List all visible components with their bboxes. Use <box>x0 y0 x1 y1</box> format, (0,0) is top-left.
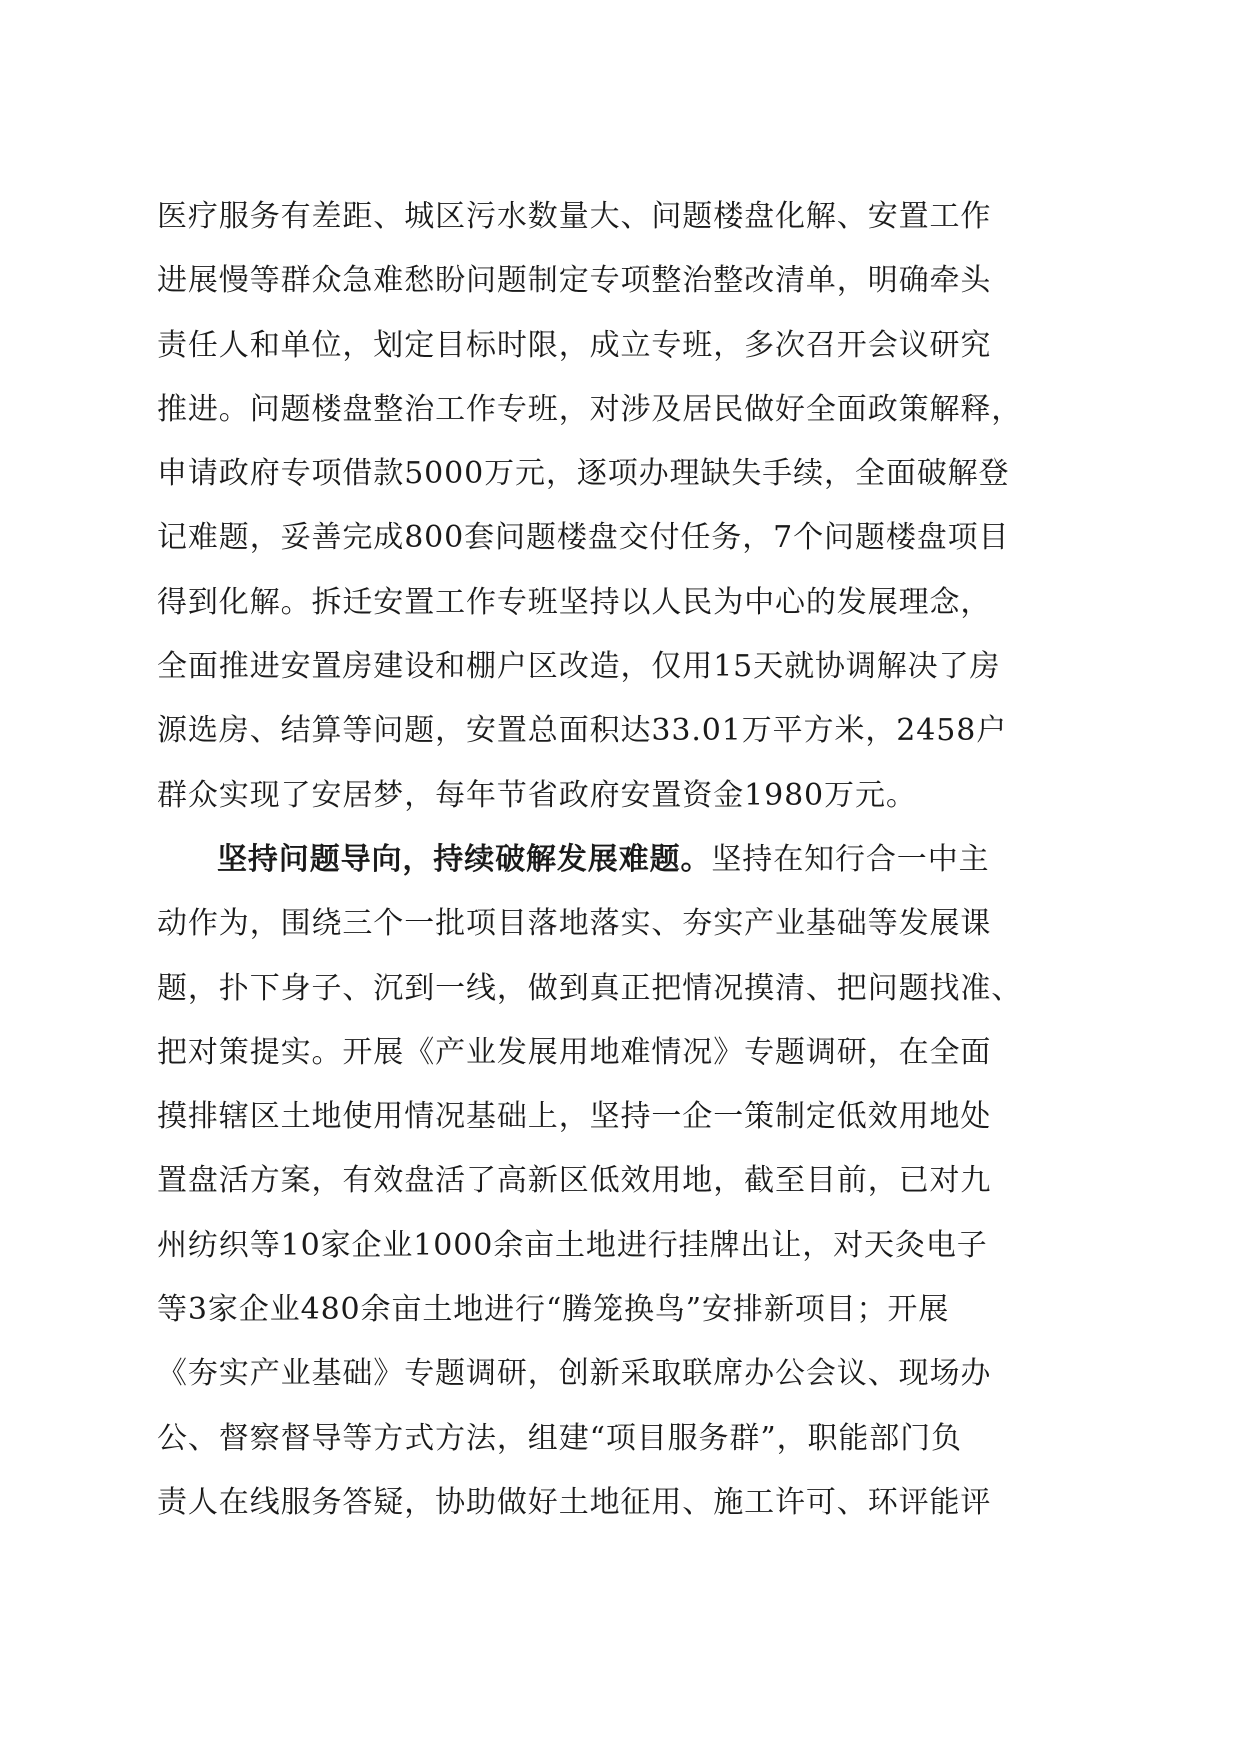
text-line: 动作为，围绕三个一批项目落地落实、夯实产业基础等发展课 <box>157 906 992 942</box>
text-line: 推进。问题楼盘整治工作专班，对涉及居民做好全面政策解释， <box>157 391 1023 427</box>
text-line: 公、督察督导等方式方法，组建“项目服务群”，职能部门负 <box>157 1420 962 1456</box>
paragraph-first-line <box>157 828 1087 892</box>
text-fragment: 坚持在知行合一中主 <box>711 841 990 877</box>
text-line: 源选房、结算等问题，安置总面积达33.01万平方米，2458户 <box>157 713 1008 749</box>
text-line: 题，扑下身子、沉到一线，做到真正把情况摸清、把问题找准、 <box>157 970 1023 1006</box>
text-line: 进展慢等群众急难愁盼问题制定专项整治整改清单，明确牵头 <box>157 263 992 299</box>
paragraph-lead-heading: 坚持问题导向，持续破解发展难题。 <box>217 841 712 877</box>
text-line: 州纺织等10家企业1000余亩土地进行挂牌出让，对天灸电子 <box>157 1227 988 1263</box>
text-line: 全面推进安置房建设和棚户区改造，仅用15天就协调解决了房 <box>157 649 1001 685</box>
text-line: 摸排辖区土地使用情况基础上，坚持一企一策制定低效用地处 <box>157 1099 992 1135</box>
text-line: 把对策提实。开展《产业发展用地难情况》专题调研，在全面 <box>157 1034 992 1070</box>
text-line: 医疗服务有差距、城区污水数量大、问题楼盘化解、安置工作 <box>157 199 992 234</box>
text-line: 等3家企业480余亩土地进行“腾笼换鸟”安排新项目；开展 <box>157 1292 950 1328</box>
text-line: 置盘活方案，有效盘活了高新区低效用地，截至目前，已对九 <box>157 1163 992 1199</box>
text-line: 群众实现了安居梦，每年节省政府安置资金1980万元。 <box>157 777 917 813</box>
text-line: 《夯实产业基础》专题调研，创新采取联席办公会议、现场办 <box>157 1356 992 1392</box>
text-line: 得到化解。拆迁安置工作专班坚持以人民为中心的发展理念， <box>157 584 992 620</box>
text-line: 责任人和单位，划定目标时限，成立专班，多次召开会议研究 <box>157 327 992 363</box>
body-text <box>157 185 1087 1535</box>
text-line: 记难题，妥善完成800套问题楼盘交付任务，7个问题楼盘项目 <box>157 520 1010 556</box>
text-line: 责人在线服务答疑，协助做好土地征用、施工许可、环评能评 <box>157 1484 992 1520</box>
text-line: 申请政府专项借款5000万元，逐项办理缺失手续，全面破解登 <box>157 456 1010 492</box>
